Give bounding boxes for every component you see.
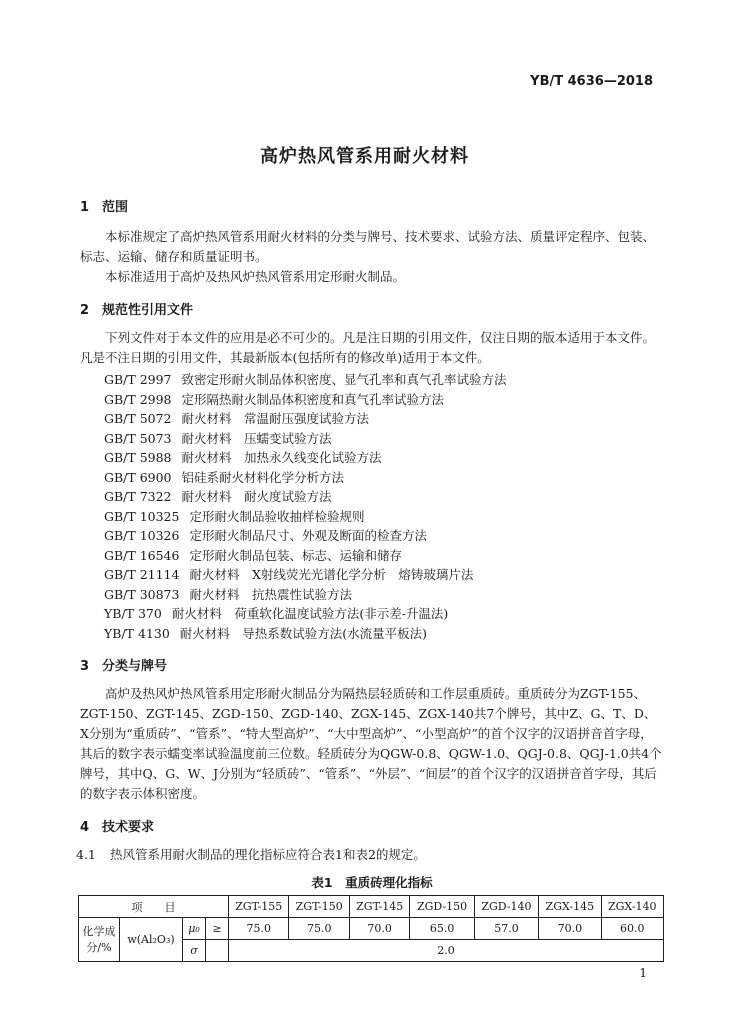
- reference-item: GB/T 5073 耐火材料 压蠕变试验方法: [104, 430, 332, 446]
- section-2-para-1: 下列文件对于本文件的应用是必不可少的。凡是注日期的引用文件，仅注日期的版本适用于本文件。凡是不注日期的引用文件，其最新版本(包括所有的修改单)适用于本文件。: [80, 330, 656, 365]
- section-3-para-1: 高炉及热风炉热风管系用定形耐火制品分为隔热层轻质砖和工作层重质砖。重质砖分为ZGT-155、ZGT-150、ZGT-145、ZGD-150、ZGD-140、ZGX-145、ZGX-140共7个牌号，其中Z、G、T、D、X分别为“重质砖”、“管系”、“特大型高炉”、“大中型高炉”、“小型高炉”的首个汉字的汉语拼音首字母，其后的数字表示蠕变率试验温度前三位数。轻质砖分为QGW-0.8、QGW-1.0、QGJ-0.8、QGJ-1.0共4个牌号，其中Q、G、W、J分别为“轻质砖”、“管系”、“外层”、“间层”的首个汉字的汉语拼音首字母，其后的数字表示体积密度。: [80, 686, 662, 801]
- table-cell: 2.0: [229, 940, 664, 962]
- table-header-cell: ZGT-155: [229, 896, 289, 918]
- table-header-cell: ZGX-140: [601, 896, 663, 918]
- reference-item: GB/T 6900 铝硅系耐火材料化学分析方法: [104, 469, 345, 485]
- section-4-heading: 4 技术要求: [80, 820, 155, 835]
- table-cell: 75.0: [289, 918, 349, 940]
- table-header-cell: ZGD-150: [410, 896, 474, 918]
- reference-item: GB/T 2997 致密定形耐火制品体积密度、显气孔率和真气孔率试验方法: [104, 372, 507, 387]
- section-1-para-2: 本标准适用于高炉及热风炉热风管系用定形耐火制品。: [105, 269, 406, 284]
- normative-references-list: [104, 370, 664, 643]
- table-header-cell: ZGX-145: [539, 896, 601, 918]
- page-number: 1: [639, 966, 647, 980]
- table-1-caption: 表1 重质砖理化指标: [311, 875, 433, 890]
- reference-item: GB/T 2998 定形隔热耐火制品体积密度和真气孔率试验方法: [104, 391, 445, 407]
- standard-code: YB/T 4636—2018: [530, 74, 653, 89]
- reference-item: GB/T 5988 耐火材料 加热永久线变化试验方法: [104, 450, 382, 465]
- table-cell: 60.0: [601, 918, 663, 940]
- reference-item: GB/T 10325 定形耐火制品验收抽样检验规则: [104, 508, 365, 524]
- row-operator-empty: [206, 940, 229, 962]
- row-symbol: σ: [183, 940, 206, 962]
- table-cell: 75.0: [229, 918, 289, 940]
- table-row: [79, 918, 664, 940]
- row-operator: ≥: [206, 918, 229, 940]
- table-header-item: 项 目: [79, 896, 229, 918]
- section-1-para-1: 本标准规定了高炉热风管系用耐火材料的分类与牌号、技术要求、试验方法、质量评定程序、包装、标志、运输、储存和质量证明书。: [80, 229, 656, 264]
- row-label: w(Al₂O₃): [120, 918, 183, 962]
- reference-item: YB/T 4130 耐火材料 导热系数试验方法(水流量平板法): [104, 625, 428, 641]
- section-2-heading: 2 规范性引用文件: [80, 303, 194, 318]
- document-title: 高炉热风管系用耐火材料: [260, 146, 469, 167]
- table-1: [78, 895, 664, 962]
- reference-item: GB/T 21114 耐火材料 X射线荧光光谱化学分析 熔铸玻璃片法: [104, 567, 474, 582]
- reference-item: GB/T 10326 定形耐火制品尺寸、外观及断面的检查方法: [104, 528, 427, 543]
- reference-item: GB/T 7322 耐火材料 耐火度试验方法: [104, 489, 332, 504]
- table-cell: 70.0: [539, 918, 601, 940]
- row-symbol: μ₀: [183, 918, 206, 940]
- table-cell: 57.0: [474, 918, 538, 940]
- row-group-label: 化学成分/%: [79, 918, 120, 962]
- table-header-row: [79, 896, 664, 918]
- table-header-cell: ZGT-150: [289, 896, 349, 918]
- section-4-1-text: 4.1 热风管系用耐火制品的理化指标应符合表1和表2的规定。: [76, 847, 426, 862]
- table-header-cell: ZGD-140: [474, 896, 538, 918]
- section-1-heading: 1 范围: [80, 200, 129, 215]
- section-3-heading: 3 分类与牌号: [80, 659, 168, 674]
- table-header-cell: ZGT-145: [349, 896, 409, 918]
- table-cell: 65.0: [410, 918, 474, 940]
- reference-item: GB/T 5072 耐火材料 常温耐压强度试验方法: [104, 411, 370, 426]
- reference-item: GB/T 16546 定形耐火制品包装、标志、运输和储存: [104, 547, 402, 563]
- table-cell: 70.0: [349, 918, 409, 940]
- document-body: [76, 196, 664, 962]
- reference-item: GB/T 30873 耐火材料 抗热震性试验方法: [104, 586, 352, 602]
- reference-item: YB/T 370 耐火材料 荷重软化温度试验方法(非示差-升温法): [104, 606, 449, 621]
